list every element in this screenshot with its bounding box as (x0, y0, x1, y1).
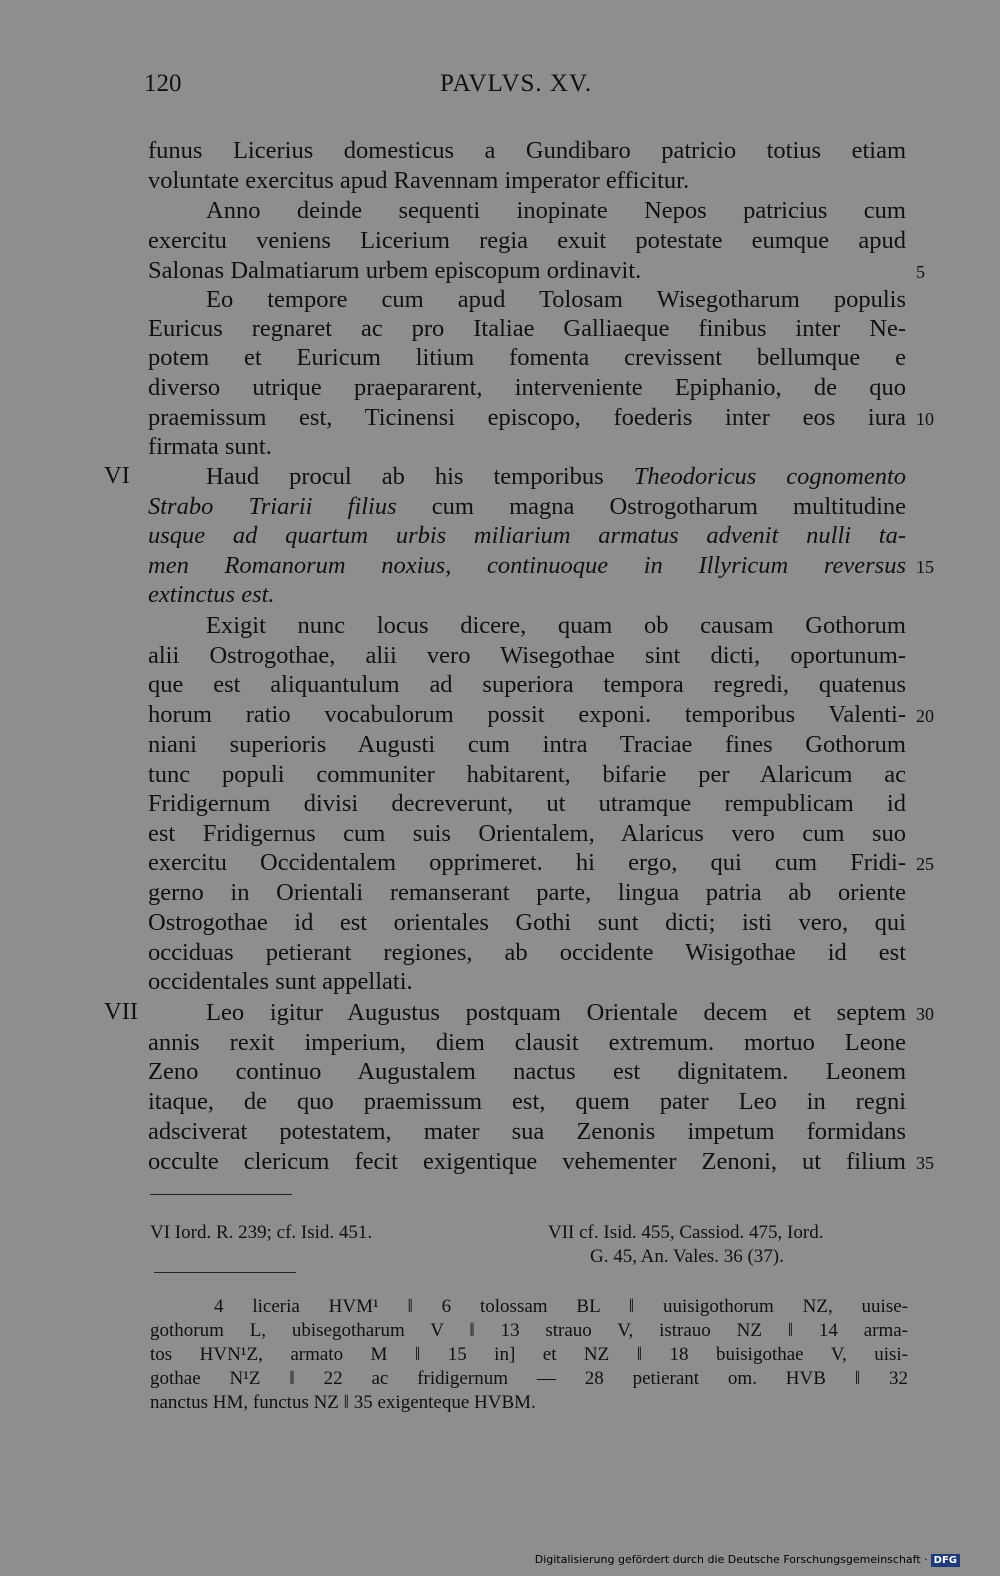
text-line: que est aliquantulum ad superiora tempora regredi, quatenus (148, 671, 906, 698)
text-line (148, 492, 906, 522)
text-line: Salonas Dalmatiarum urbem episcopum ordinavit. (148, 257, 642, 284)
apparatus-line: gothorum L, ubisegotharum V ‖ 13 strauo V, istrauo NZ ‖ 14 arma- (150, 1320, 908, 1341)
chapter-marker: VII (104, 998, 139, 1025)
text-line: Exigit nunc locus dicere, quam ob causam Gothorum (206, 612, 906, 639)
line-number: 5 (916, 262, 925, 282)
text-line: Zeno continuo Augustalem nactus est dignitatem. Leonem (148, 1058, 906, 1085)
text-line: occidentales sunt appellati. (148, 968, 413, 995)
line-number: 35 (916, 1153, 934, 1173)
text-line: Anno deinde sequenti inopinate Nepos patricius cum (206, 197, 906, 224)
line-number: 25 (916, 854, 934, 874)
page-number: 120 (144, 70, 182, 97)
text-line: Eo tempore cum apud Tolosam Wisegotharum populis (206, 286, 906, 313)
apparatus-line: nanctus HM, functus NZ ‖ 35 exigenteque HVBM. (150, 1392, 536, 1413)
running-title: PAVLVS. XV. (440, 70, 593, 97)
text-line: firmata sunt. (148, 433, 272, 460)
divider (150, 1194, 292, 1195)
dfg-logo: DFG (931, 1554, 960, 1567)
text-line: occulte clericum fecit exigentique vehementer Zenoni, ut filium (148, 1148, 906, 1175)
italic-span: Theodoricus cognomento (633, 463, 906, 490)
text-line: men Romanorum noxius, continuoque in Illyricum reversus (148, 552, 906, 579)
text-line: adsciverat potestatem, mater sua Zenonis impetum formidans (148, 1118, 906, 1145)
text-line: extinctus est. (148, 581, 275, 608)
apparatus-line: tos HVN¹Z, armato M ‖ 15 in] et NZ ‖ 18 buisigothae V, uisi- (150, 1344, 908, 1365)
text-line: tunc populi communiter habitarent, bifarie per Alaricum ac (148, 761, 906, 788)
italic-span: Strabo Triarii filius (148, 493, 397, 520)
text-line: voluntate exercitus apud Ravennam imperator efficitur. (148, 167, 690, 194)
text-line: diverso utrique praepararent, interveniente Epiphanio, de quo (148, 374, 906, 401)
source-note: G. 45, An. Vales. 36 (37). (590, 1246, 784, 1267)
text-line: Fridigernum divisi decreverunt, ut utramque rempublicam id (148, 790, 906, 817)
source-note: VII cf. Isid. 455, Cassiod. 475, Iord. (548, 1222, 824, 1243)
text-line: exercitu veniens Licerium regia exuit potestate eumque apud (148, 227, 906, 254)
text-line: funus Licerius domesticus a Gundibaro patricio totius etiam (148, 137, 906, 164)
text-span: Haud procul ab his temporibus (206, 463, 604, 490)
line-number: 10 (916, 409, 934, 429)
footer-text: Digitalisierung gefördert durch die Deutsche Forschungsgemeinschaft · (534, 1553, 928, 1566)
text-line: est Fridigernus cum suis Orientalem, Alaricus vero cum suo (148, 820, 906, 847)
text-line (148, 462, 906, 492)
text-line: usque ad quartum urbis miliarium armatus advenit nulli ta- (148, 522, 906, 549)
apparatus-line: 4 liceria HVM¹ ‖ 6 tolossam BL ‖ uuisigothorum NZ, uuise- (214, 1296, 908, 1317)
text-line: niani superioris Augusti cum intra Traciae fines Gothorum (148, 731, 906, 758)
text-line: Ostrogothae id est orientales Gothi sunt dicti; isti vero, qui (148, 909, 906, 936)
text-line: itaque, de quo praemissum est, quem pater Leo in regni (148, 1088, 906, 1115)
text-line: gerno in Orientali remanserant parte, lingua patria ab oriente (148, 879, 906, 906)
text-line: Leo igitur Augustus postquam Orientale decem et septem (206, 999, 906, 1026)
apparatus-line: gothae N¹Z ‖ 22 ac fridigernum — 28 petierant om. HVB ‖ 32 (150, 1368, 908, 1389)
line-number: 15 (916, 557, 934, 577)
line-number: 20 (916, 706, 934, 726)
chapter-marker: VI (104, 462, 130, 489)
line-number: 30 (916, 1004, 934, 1024)
text-line: praemissum est, Ticinensi episcopo, foederis inter eos iura (148, 404, 906, 431)
text-line: occiduas petierant regiones, ab occidente Wisigothae id est (148, 939, 906, 966)
divider (154, 1272, 296, 1273)
text-line: potem et Euricum litium fomenta crevissent bellumque e (148, 344, 906, 371)
source-note: VI Iord. R. 239; cf. Isid. 451. (150, 1222, 373, 1243)
text-line: exercitu Occidentalem opprimeret. hi ergo, qui cum Fridi- (148, 849, 906, 876)
text-line: Euricus regnaret ac pro Italiae Galliaeque finibus inter Ne- (148, 315, 906, 342)
text-line: alii Ostrogothae, alii vero Wisegothae sint dicti, oportunum- (148, 642, 906, 669)
text-line: horum ratio vocabulorum possit exponi. temporibus Valenti- (148, 701, 906, 728)
text-line: annis rexit imperium, diem clausit extremum. mortuo Leone (148, 1029, 906, 1056)
text-span: cum magna Ostrogotharum multitudine (431, 493, 906, 520)
digitization-footer (535, 1553, 960, 1567)
